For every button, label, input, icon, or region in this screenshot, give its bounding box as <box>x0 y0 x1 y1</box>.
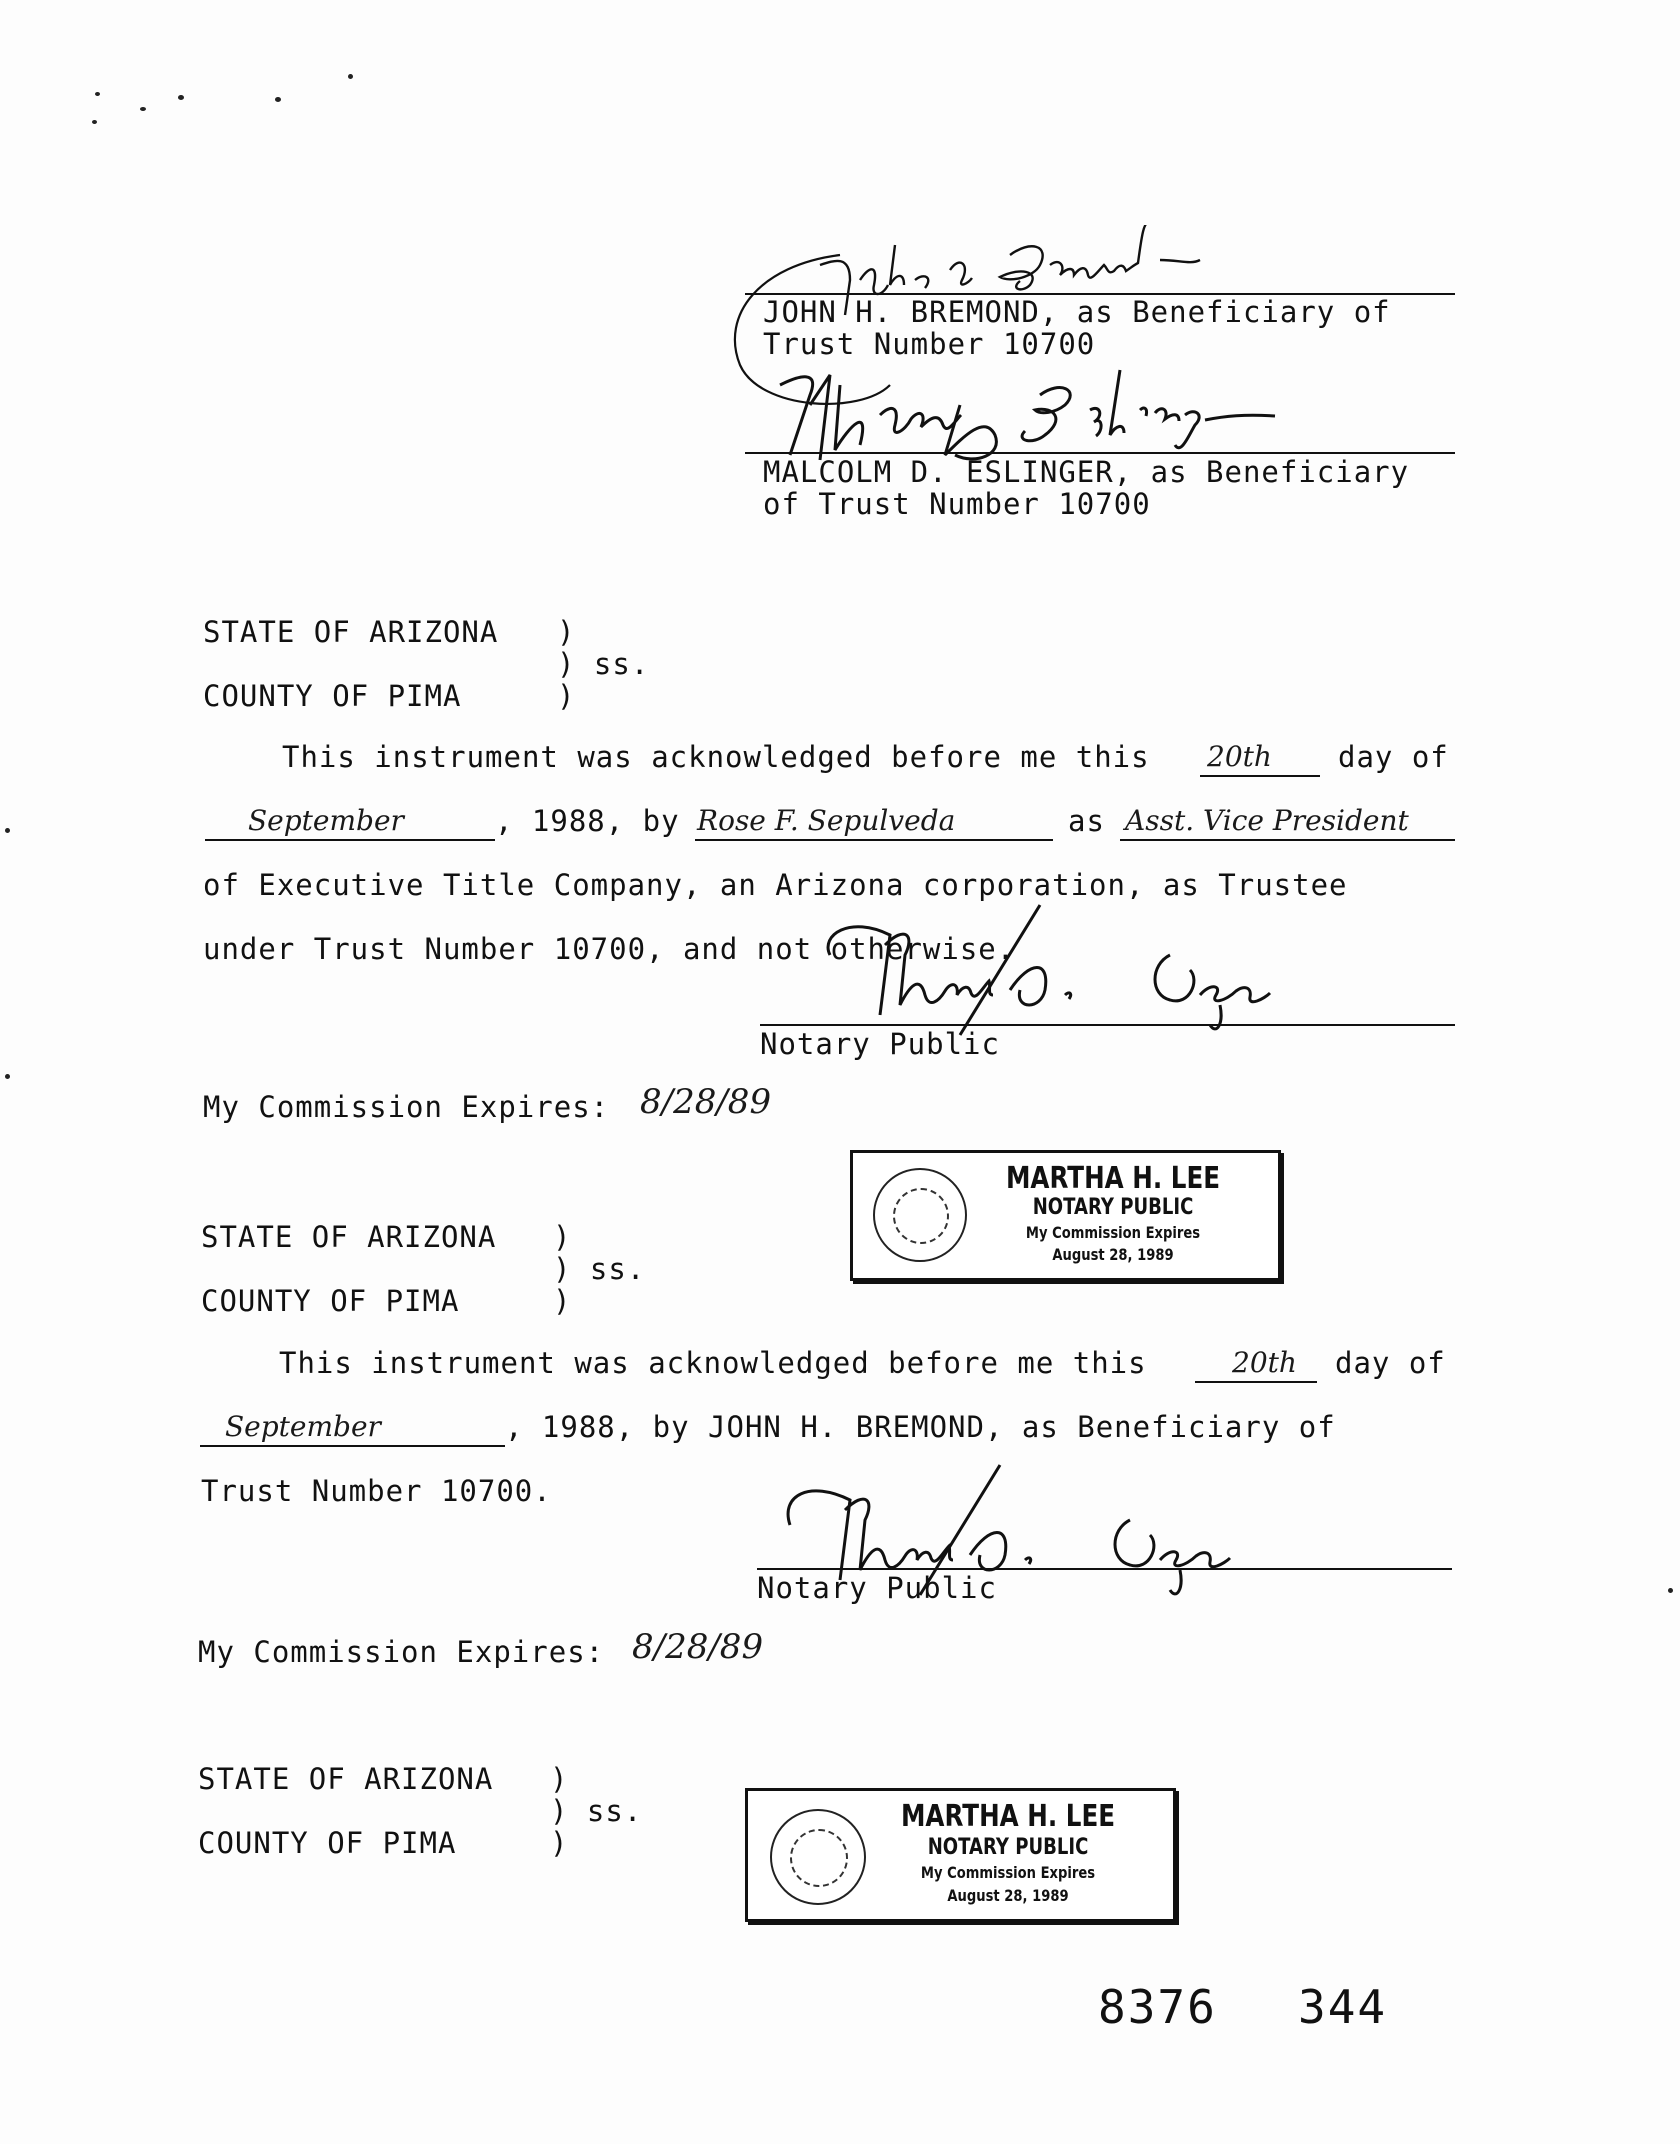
stamp2-commission: My Commission Expires <box>920 1863 1096 1882</box>
scan-speck <box>92 120 97 124</box>
ack2-line1-prefix: This instrument was acknowledged before me this <box>279 1346 1147 1380</box>
venue2-ss: ) ss. <box>553 1252 646 1286</box>
ack2-line2-rest: , 1988, by JOHN H. BREMOND, as Beneficiary of <box>505 1410 1336 1444</box>
venue3-state: STATE OF ARIZONA <box>198 1762 494 1796</box>
ack2-day-line <box>1195 1381 1317 1383</box>
ack1-line1-suffix: day of <box>1338 740 1449 774</box>
venue2-state-paren: ) <box>553 1220 572 1254</box>
ack1-month: September <box>248 804 404 837</box>
stamp2-name: MARTHA H. LEE <box>900 1799 1116 1834</box>
notary-stamp-1 <box>850 1150 1281 1281</box>
ack2-month: September <box>225 1410 381 1443</box>
ack2-day: 20th <box>1232 1346 1297 1379</box>
commission1-date: 8/28/89 <box>640 1082 772 1122</box>
eslinger-signature-line <box>745 452 1455 454</box>
scan-speck <box>348 74 353 79</box>
venue2-county: COUNTY OF PIMA <box>201 1284 460 1318</box>
notary-seal-2 <box>770 1809 866 1905</box>
ack1-name: Rose F. Sepulveda <box>697 804 956 837</box>
scan-speck <box>95 92 100 96</box>
ack1-line4: under Trust Number 10700, and not otherwise. <box>203 932 1016 966</box>
ack2-month-line <box>200 1445 505 1447</box>
ack1-year-by: , 1988, by <box>495 804 680 838</box>
stamp1-commission: My Commission Expires <box>1025 1223 1201 1242</box>
page-number-right: 344 <box>1298 1980 1388 2034</box>
stamp2-date: August 28, 1989 <box>947 1886 1069 1905</box>
page-number-left: 8376 <box>1098 1980 1217 2034</box>
scan-speck <box>5 1074 10 1079</box>
ack1-day-line <box>1200 775 1320 777</box>
ack1-line3: of Executive Title Company, an Arizona corporation, as Trustee <box>203 868 1348 902</box>
venue2-state: STATE OF ARIZONA <box>201 1220 497 1254</box>
stamp1-date: August 28, 1989 <box>1052 1245 1174 1264</box>
ack1-month-line <box>205 839 495 841</box>
commission2-label: My Commission Expires: <box>198 1635 605 1669</box>
scan-speck <box>275 97 281 102</box>
venue1-county-paren: ) <box>557 679 576 713</box>
venue3-ss: ) ss. <box>550 1794 643 1828</box>
venue3-county: COUNTY OF PIMA <box>198 1826 457 1860</box>
eslinger-caption-line1: MALCOLM D. ESLINGER, as Beneficiary <box>763 455 1410 489</box>
ack2-line1-suffix: day of <box>1335 1346 1446 1380</box>
stamp1-title: NOTARY PUBLIC <box>1032 1195 1194 1220</box>
notary-stamp-2 <box>745 1788 1176 1922</box>
notary2-label: Notary Public <box>757 1571 997 1605</box>
ack1-line1-prefix: This instrument was acknowledged before me this <box>282 740 1150 774</box>
notary-seal-1 <box>873 1168 967 1262</box>
scan-speck <box>140 107 146 111</box>
venue3-state-paren: ) <box>550 1762 569 1796</box>
stamp1-name: MARTHA H. LEE <box>1005 1161 1221 1196</box>
ack1-title-line <box>1120 839 1455 841</box>
bremond-caption-line2: Trust Number 10700 <box>763 327 1096 361</box>
ack1-as: as <box>1068 804 1105 838</box>
ack2-line3: Trust Number 10700. <box>201 1474 552 1508</box>
scan-speck <box>178 95 184 100</box>
notary-signature-1 <box>810 895 1310 1045</box>
ack1-name-line <box>695 839 1053 841</box>
scan-speck <box>1668 1588 1673 1593</box>
ack1-title: Asst. Vice President <box>1125 804 1409 837</box>
venue1-ss: ) ss. <box>557 647 650 681</box>
commission1-label: My Commission Expires: <box>203 1090 610 1124</box>
bremond-caption-line1: JOHN H. BREMOND, as Beneficiary of <box>763 295 1391 329</box>
venue3-county-paren: ) <box>550 1826 569 1860</box>
scan-speck <box>5 828 10 833</box>
eslinger-caption-line2: of Trust Number 10700 <box>763 487 1151 521</box>
notary1-signature-line <box>760 1024 1455 1026</box>
venue1-county: COUNTY OF PIMA <box>203 679 462 713</box>
commission2-date: 8/28/89 <box>632 1627 764 1667</box>
venue1-state-paren: ) <box>557 615 576 649</box>
ack1-day: 20th <box>1207 740 1272 773</box>
stamp2-title: NOTARY PUBLIC <box>927 1835 1089 1860</box>
venue2-county-paren: ) <box>553 1284 572 1318</box>
notary2-signature-line <box>757 1568 1452 1570</box>
venue1-state: STATE OF ARIZONA <box>203 615 499 649</box>
notary1-label: Notary Public <box>760 1027 1000 1061</box>
